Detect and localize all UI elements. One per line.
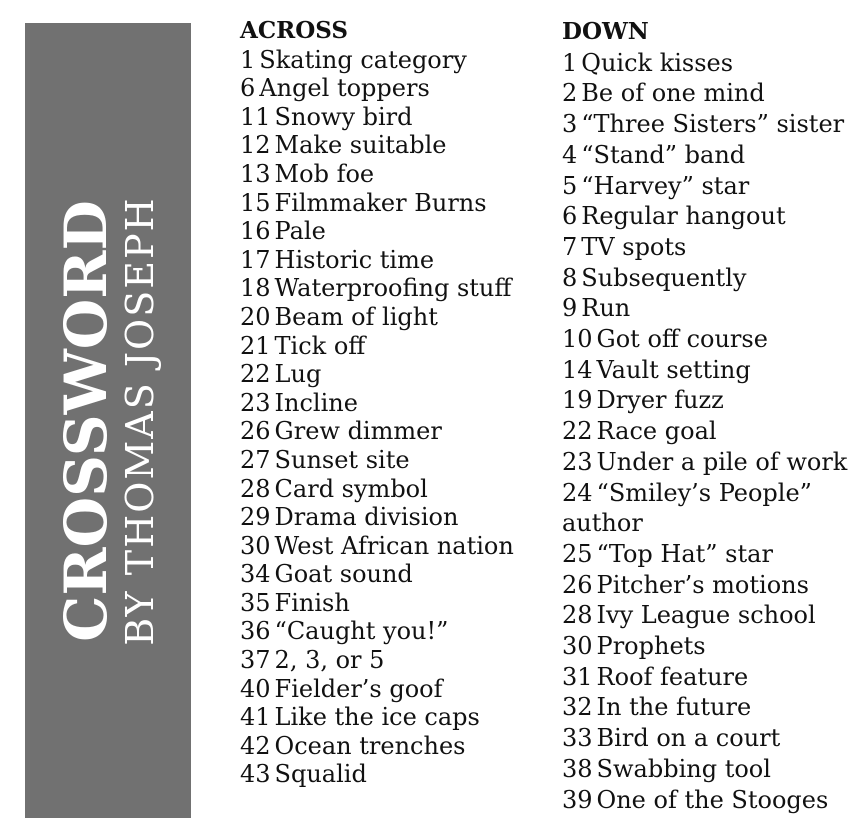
down-clue-24 bbox=[562, 478, 862, 539]
clue-text: Finish bbox=[274, 588, 350, 617]
clue-text: West African nation bbox=[274, 531, 514, 560]
clue-number: 24 bbox=[562, 478, 593, 507]
clue-text: Grew dimmer bbox=[274, 417, 442, 446]
across-clue-21 bbox=[240, 332, 540, 361]
clue-text: “Harvey” star bbox=[581, 171, 750, 200]
clue-text: Regular hangout bbox=[581, 202, 786, 231]
clue-number: 29 bbox=[240, 503, 271, 532]
across-heading: ACROSS bbox=[240, 17, 349, 44]
clue-number: 28 bbox=[562, 601, 593, 630]
clue-number: 6 bbox=[562, 202, 578, 231]
clue-number: 26 bbox=[240, 417, 271, 446]
clue-number: 18 bbox=[240, 274, 271, 303]
clue-text: Race goal bbox=[596, 417, 717, 446]
down-clue-38 bbox=[562, 754, 862, 785]
across-clue-26 bbox=[240, 417, 540, 446]
clue-text: Pitcher’s motions bbox=[596, 570, 809, 599]
down-clue-19 bbox=[562, 385, 862, 416]
clue-text: Under a pile of work bbox=[596, 447, 848, 476]
across-clue-1 bbox=[240, 46, 540, 75]
clue-text: Angel toppers bbox=[259, 74, 430, 103]
across-clue-11 bbox=[240, 103, 540, 132]
across-clue-16 bbox=[240, 217, 540, 246]
down-clue-6 bbox=[562, 201, 862, 232]
down-clue-2 bbox=[562, 78, 862, 109]
clue-text: Filmmaker Burns bbox=[274, 188, 487, 217]
clue-text: One of the Stooges bbox=[596, 785, 829, 814]
clue-number: 27 bbox=[240, 445, 271, 474]
crossword-title: CROSSWORD bbox=[52, 199, 120, 642]
crossword-banner bbox=[25, 23, 191, 818]
down-clue-23 bbox=[562, 447, 862, 478]
clue-text: Historic time bbox=[274, 245, 435, 274]
clue-number: 41 bbox=[240, 703, 271, 732]
clue-number: 39 bbox=[562, 785, 593, 814]
down-clue-9 bbox=[562, 293, 862, 324]
clue-number: 9 bbox=[562, 294, 578, 323]
clue-text: “Smiley’s People” author bbox=[562, 478, 812, 538]
clue-text: Roof feature bbox=[596, 662, 749, 691]
across-clue-37 bbox=[240, 646, 540, 675]
across-clue-22 bbox=[240, 360, 540, 389]
across-clue-30 bbox=[240, 532, 540, 561]
down-clue-30 bbox=[562, 631, 862, 662]
down-heading: DOWN bbox=[562, 18, 649, 45]
clue-number: 4 bbox=[562, 140, 578, 169]
clue-number: 20 bbox=[240, 302, 271, 331]
clue-number: 3 bbox=[562, 110, 578, 139]
down-clue-22 bbox=[562, 416, 862, 447]
clue-number: 32 bbox=[562, 693, 593, 722]
clue-text: Dryer fuzz bbox=[596, 386, 724, 415]
clue-number: 16 bbox=[240, 217, 271, 246]
clue-number: 33 bbox=[562, 724, 593, 753]
clue-number: 1 bbox=[562, 48, 578, 77]
clue-number: 37 bbox=[240, 646, 271, 675]
clue-text: Ocean trenches bbox=[274, 731, 466, 760]
clue-text: Drama division bbox=[274, 503, 459, 532]
clue-text: Bird on a court bbox=[596, 724, 781, 753]
clue-number: 12 bbox=[240, 131, 271, 160]
clue-number: 42 bbox=[240, 731, 271, 760]
clue-text: Tick off bbox=[274, 331, 366, 360]
across-clue-35 bbox=[240, 589, 540, 618]
clue-number: 6 bbox=[240, 74, 256, 103]
clue-text: Pale bbox=[274, 217, 326, 246]
clue-text: “Stand” band bbox=[581, 140, 746, 169]
down-column bbox=[562, 17, 862, 815]
clue-text: Incline bbox=[274, 388, 358, 417]
clue-text: Skating category bbox=[259, 45, 467, 74]
across-clue-20 bbox=[240, 303, 540, 332]
clue-text: Card symbol bbox=[274, 474, 428, 503]
down-clue-39 bbox=[562, 785, 862, 816]
down-clue-1 bbox=[562, 48, 862, 79]
clue-text: 2, 3, or 5 bbox=[274, 646, 385, 675]
across-clue-23 bbox=[240, 389, 540, 418]
clue-text: Run bbox=[581, 294, 631, 323]
clue-text: TV spots bbox=[581, 232, 687, 261]
clue-number: 22 bbox=[240, 360, 271, 389]
clue-text: Subsequently bbox=[581, 263, 747, 292]
down-clue-4 bbox=[562, 140, 862, 171]
across-clue-41 bbox=[240, 703, 540, 732]
down-clue-32 bbox=[562, 692, 862, 723]
across-clue-list bbox=[240, 46, 540, 789]
clue-text: Ivy League school bbox=[596, 601, 816, 630]
down-clue-25 bbox=[562, 539, 862, 570]
clue-number: 8 bbox=[562, 263, 578, 292]
across-clue-29 bbox=[240, 503, 540, 532]
clue-text: Snowy bird bbox=[274, 102, 413, 131]
down-clue-8 bbox=[562, 263, 862, 294]
clue-number: 34 bbox=[240, 560, 271, 589]
across-clue-27 bbox=[240, 446, 540, 475]
across-clue-43 bbox=[240, 760, 540, 789]
clue-number: 13 bbox=[240, 159, 271, 188]
clue-number: 31 bbox=[562, 662, 593, 691]
clue-text: “Caught you!” bbox=[274, 617, 449, 646]
clue-text: Be of one mind bbox=[581, 79, 765, 108]
clue-text: Like the ice caps bbox=[274, 703, 480, 732]
clue-text: Goat sound bbox=[274, 560, 413, 589]
clue-text: Prophets bbox=[596, 632, 706, 661]
clue-number: 7 bbox=[562, 232, 578, 261]
clue-number: 25 bbox=[562, 539, 593, 568]
across-clue-15 bbox=[240, 189, 540, 218]
crossword-byline: BY THOMAS JOSEPH bbox=[118, 195, 162, 646]
across-clue-18 bbox=[240, 274, 540, 303]
clue-number: 10 bbox=[562, 325, 593, 354]
clue-number: 35 bbox=[240, 588, 271, 617]
across-clue-34 bbox=[240, 560, 540, 589]
across-clue-12 bbox=[240, 131, 540, 160]
across-clue-36 bbox=[240, 617, 540, 646]
banner-text bbox=[25, 23, 191, 818]
clue-text: Lug bbox=[274, 360, 322, 389]
clue-number: 19 bbox=[562, 386, 593, 415]
clue-text: Squalid bbox=[274, 760, 367, 789]
across-clue-17 bbox=[240, 246, 540, 275]
clue-number: 11 bbox=[240, 102, 271, 131]
across-clue-42 bbox=[240, 732, 540, 761]
clue-text: “Three Sisters” sister bbox=[581, 110, 845, 139]
clue-text: Sunset site bbox=[274, 445, 410, 474]
clue-text: Quick kisses bbox=[581, 48, 734, 77]
clue-text: Make suitable bbox=[274, 131, 447, 160]
down-clue-28 bbox=[562, 600, 862, 631]
clue-number: 5 bbox=[562, 171, 578, 200]
down-clue-14 bbox=[562, 355, 862, 386]
across-clue-13 bbox=[240, 160, 540, 189]
clue-text: Beam of light bbox=[274, 302, 438, 331]
clue-text: Waterproofing stuff bbox=[274, 274, 512, 303]
across-column bbox=[240, 17, 540, 789]
clue-number: 28 bbox=[240, 474, 271, 503]
down-clue-31 bbox=[562, 662, 862, 693]
down-clue-33 bbox=[562, 723, 862, 754]
clue-number: 36 bbox=[240, 617, 271, 646]
across-clue-40 bbox=[240, 675, 540, 704]
clue-number: 26 bbox=[562, 570, 593, 599]
clue-text: “Top Hat” star bbox=[596, 539, 773, 568]
clue-number: 23 bbox=[562, 447, 593, 476]
down-clue-3 bbox=[562, 109, 862, 140]
down-clue-5 bbox=[562, 171, 862, 202]
clue-number: 15 bbox=[240, 188, 271, 217]
down-clue-10 bbox=[562, 324, 862, 355]
clue-number: 22 bbox=[562, 417, 593, 446]
clue-number: 14 bbox=[562, 355, 593, 384]
across-clue-6 bbox=[240, 74, 540, 103]
clue-text: Mob foe bbox=[274, 159, 375, 188]
clue-number: 23 bbox=[240, 388, 271, 417]
clue-number: 30 bbox=[240, 531, 271, 560]
clue-text: Swabbing tool bbox=[596, 754, 771, 783]
clue-number: 2 bbox=[562, 79, 578, 108]
across-clue-28 bbox=[240, 475, 540, 504]
clue-number: 17 bbox=[240, 245, 271, 274]
clue-number: 21 bbox=[240, 331, 271, 360]
clue-text: Vault setting bbox=[596, 355, 751, 384]
down-clue-7 bbox=[562, 232, 862, 263]
clue-number: 40 bbox=[240, 674, 271, 703]
clue-number: 30 bbox=[562, 632, 593, 661]
clue-number: 1 bbox=[240, 45, 256, 74]
down-clue-list bbox=[562, 48, 862, 816]
clue-text: Got off course bbox=[596, 325, 768, 354]
down-clue-26 bbox=[562, 570, 862, 601]
clue-number: 43 bbox=[240, 760, 271, 789]
clue-text: Fielder’s goof bbox=[274, 674, 443, 703]
clue-text: In the future bbox=[596, 693, 752, 722]
clue-number: 38 bbox=[562, 754, 593, 783]
